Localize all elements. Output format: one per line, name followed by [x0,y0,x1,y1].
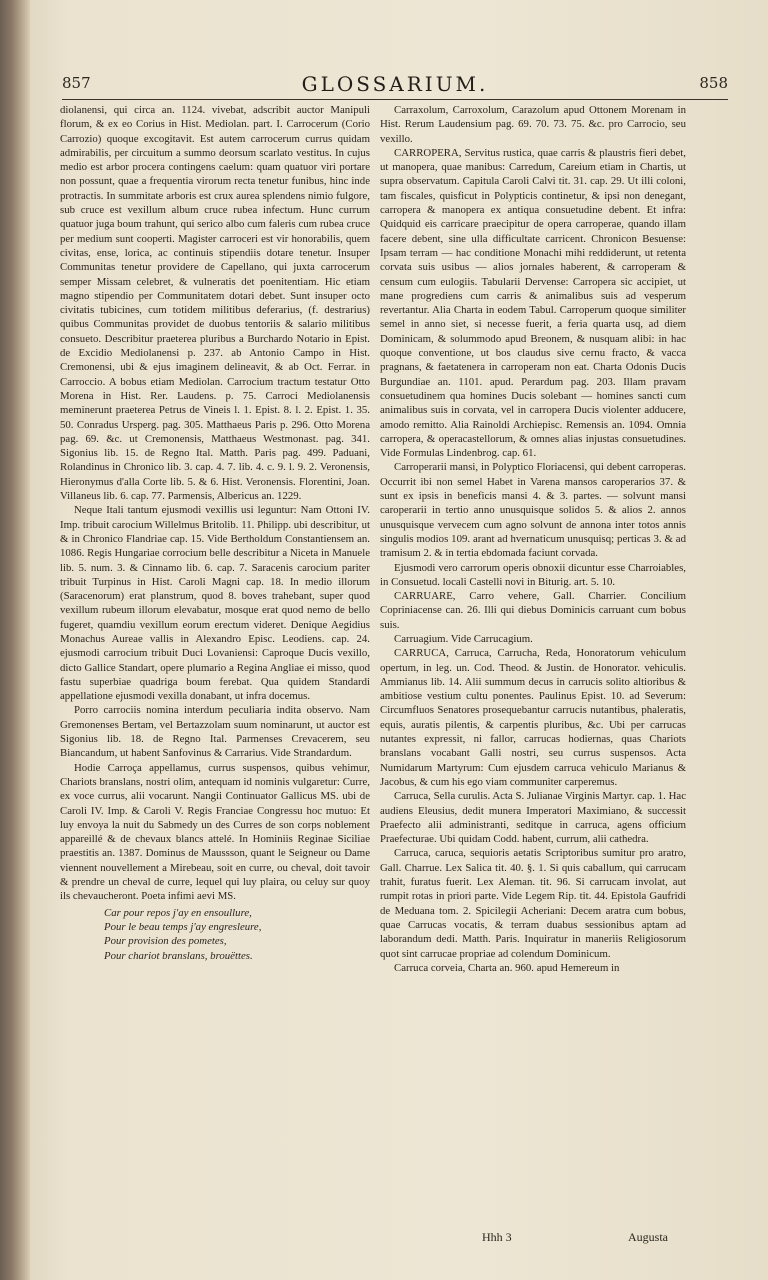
signature-mark: Hhh 3 [482,1230,512,1244]
paragraph: Carruca corveia, Charta an. 960. apud Hemereum in [394,961,620,974]
paragraph: diolanensi, qui circa an. 1124. vivebat, adscribit auctor Manipuli florum, & ex eo Corius in Hist. Mediolan. part. I. Carrocerum (Corio Carrozio) quoque excogitavit. Est autem carrocerum currus quidam admirabilis, per circuitum a summo deorsum scarlato vestitus. In cujus medio est arbor procera contingens caelum: quam quatuor viri portare non possunt, quae a frequentia virorum recta tenetur funibus, hinc inde protractis. In summitate arboris est crux aurea splendens nimio fulgore, sub cruce est vexillum album cruce rubea infectum. Hunc currum quatuor juga boum trahunt, qui serico albo cum faleris cum rubea cruce per medium sunt cooperti. Magister carroceri est vir honorabilis, quem civitas, ense, lorica, ac continuis stipendiis dotare tenetur. Insuper Communitas tenetur providere de Capellano, qui juxta carrocerum semper Missam celebret, & vulneratis det poenitentiam. Hic etiam magno stipendio per Communitatem dotari debet. Sunt insuper octo civitatis tubicines, cum totidem militibus deferarius, (f. destrarius) quibus Communitas providet de duobus tentoriis & salario militibus consueto. Describitur praeterea pluribus a Burchardo Notario in Epist. de Excidio Mediolanensi p. 237. ab Antonio Campo in Hist. Cremonensi, ubi & ejus imaginem delineavit, & ab Oct. Ferrar. in Carroccio. A bobus etiam Mediolan. Carrocium tractum testatur Otto Morena in Hist. Rer. Laudens. p. 75. Carroci Mediolanensis meminerunt praeterea Petrus de Vineis l. 1. Epist. 8. l. 2. Epist. 1. 35. 50. Conradus Ursperg. pag. 305. Matthaeus Paris p. 296. Otto Morena pag. 69. &c. ut Cremonensis, Matthaeus Westmonast. pag. 341. Sigonius lib. 15. de Regno Ital. Matth. Paris pag. 499. Paduani, Rolandinus in Chronico lib. 3. cap. 4. 7. lib. 4. c. 9. l. 9. 2. Veronensis, Hieronymus d'alla Corte lib. 5. & 6. Hist. Veronensis. Florentini, Joan. Villaneus lib. 6. cap. 77. Parmensis, Albericus an. 1229. [60,104,370,503]
paragraph: Carruagium. Vide Carrucagium. [394,632,533,645]
paragraph: Carruca, caruca, sequioris aetatis Scriptoribus sumitur pro aratro, Gall. Charrue. Lex Salica tit. 40. §. 1. Si quis caballum, qui carrucam trahit, furatus fuerit. Lex Aleman. tit. 96. Si carrucam involat, aut rumpit rotas in priori parte. Vide Legem Rip. tit. 44. Epistola Gaufridi de Meduana tom. 2. Spicilegii Acheriani: Decem aratra cum bobus, quae Carrucas vocatis, & terram duabus sessionibus aptam ad laborandum dedi. Matth. Paris. Inquiratur in maneriis Religiosorum quot sint carrucae propriae ad colendum Dominicum. [380,847,686,960]
paragraph: CARRUARE, Carro vehere, Gall. Charrier. Concilium Copriniacense can. 26. Illi qui diebus Dominicis carruant cum bobus suis. [380,590,686,631]
left-column [60,103,370,963]
right-page-number: 858 [699,74,728,92]
verse-line: Pour provision des pometes, [104,935,227,948]
paragraph: Carruca, Sella curulis. Acta S. Julianae Virginis Martyr. cap. 1. Hac audiens Eleusius, dedit munera Imperatori Maximiano, & successit Praefecto alii administranti, seditque in carruca, agens officium Praefecturae. Ubi quidam Codd. habent, currum, alii cathedra. [380,790,686,846]
paragraph: Hodie Carroça appellamus, currus suspensos, quibus vehimur, Chariots branslans, nostri olim, antequam id nominis vulgaretur: Curre, ex voce currus, alii vocarunt. Nangii Continuator Gallicus MS. ubi de Caroli IV. Imp. & Caroli V. Regis Franciae Congressu hoc mutuo: Et luy envoya la nuit du Sabmedy un des Curres de son corps noblement appareillé & de chevaux blancs attelé. In Hominiis Reginae Siciliae praestitis an. 1387. Dominus de Maussson, quant le Seigneur ou Dame viennent nouvellement a Mirebeau, soit en curre, ou cheval, doit tavoir & prendre un cheval de curre, lequel qui luy plaira, ou celuy sur quoy ils chevaucheront. Poeta infimi aevi MS. [60,761,370,903]
running-title: GLOSSARIUM. [301,72,489,96]
paragraph: Neque Itali tantum ejusmodi vexillis usi leguntur: Nam Ottoni IV. Imp. tribuit carocium Willelmus Britolib. 11. Philipp. ubi describitur, ut & in Chronico Flandriae cap. 15. Vide Bertholdum Constantiensem an. 1086. Regis Hungariae corrocium belle describitur a Niceta in Manuele lib. 5. num. 3. & Cinnamo lib. 6. cap. 7. Saracenis carocium pariter tribuit Turpinus in Hist. Caroli Magni cap. 18. In medio illorum (Saracenorum) erat planstrum, quod 8. boves trahebant, super quod vexillum rubeum illorum elevabatur, mosque erat quod nemo de bello fugeret, quamdiu vexillum eorum erectum videret. Denique Aegidius Monachus Aureae vallis in Alexandro Episc. Leodiens. cap. 24. ejusmodi carrocium tribuit Duci Lovaniensi: Caproque Ducis vexillo, dicto Gallice Standart, opere plumario a Regina Angliae ei misso, quod fastu superbiae quadriga boum ferebat. Qua quidem Standardi appellatione ejusmodi vexilla donabant, ut infra docemus. [60,504,370,703]
left-page-number: 857 [62,74,91,92]
page-header [62,72,728,98]
verse-line: Pour chariot branslans, brouëttes. [104,949,253,962]
paragraph: CARROPERA, Servitus rustica, quae carris & plaustris fieri debet, ut manopera, quae manibus: Carredum, Careium etiam in Chartis, ut supra observatum. Capitula Caroli Calvi tit. 31. cap. 29. Ut illi coloni, tam fiscales, quisficut in Polypticis continetur, & ipsi non denegant, carropera & manopera ex antiqua consuetudine debent. Et infra: Quidquid eis carricare praecipitur de opera carroperae, quando illam facere debent, sine ulla difficultate carricent. Chronicon Besuense: Ipsam terram — hac conditione Monachi mihi reddiderunt, ut retenta corvata suis usibus — alios jornales haberent, & carroperam & censum cum eulogiis. Tabularii Dervense: Carropera sic accipiet, ut mane progrediens cum carris & animalibus suis ad vesperum revertantur. Alia Charta in eodem Tabul. Carroperum quoque similiter semel in anno siet, si necesse fuerit, a feria quarta usq, ad diem Dominicam, & solummodo apud Breonem, & nusquam alibi: in hac quoque conventione, ut bos claudus sive cernu fracto, & vacca pragnans, & faetatenera in carroperam non eat. Charta Odonis Ducis Burgundiae an. 1101. apud. Perardum pag. 203. Illam pravam consuetudinem qua homines Ducis solebant — homines sancti cum animalibus suis in corvata, vel in carropera Ducis violenter adducere, amodo remitto. Alia Rainoldi Archiepisc. Remensis an. 1094. Omnia carropera, & operacastellorum, & omnes alias injustas consuetudines. Vide Formulas Lindenbrog. cap. 61. [380,146,686,460]
verse-line: Car pour repos j'ay en ensoullure, [104,906,252,919]
header-rule [62,99,728,100]
paragraph: Carraxolum, Carroxolum, Carazolum apud Ottonem Morenam in Hist. Rerum Laudensium pag. 69. 70. 73. 75. &c. pro Carrocio, seu vexillo. [380,104,686,145]
book-binding [0,0,30,1280]
verse-line: Pour le beau temps j'ay engresleure, [104,920,262,933]
verse-block [104,906,370,963]
catchword: Augusta [628,1230,668,1244]
paragraph: Porro carrociis nomina interdum peculiaria indita observo. Nam Gremonenses Bertam, vel Bertazzolam suum nominarunt, ut auctor est Sigonius lib. 18. de Regno Ital. Parmenses Crevacerem, seu Biancandum, ut habent Sanfovinus & Carrarius. Vide Strandardum. [60,704,370,760]
right-column [380,103,686,975]
paragraph: Ejusmodi vero carrorum operis obnoxii dicuntur esse Charroiables, in Consuetud. locali Castelli novi in Biturig. art. 5. 10. [380,561,686,588]
paragraph: CARRUCA, Carruca, Carrucha, Reda, Honoratorum vehiculum opertum, in leg. un. Cod. Theod. & Justin. de Honorator. vehiculis. Ammianus lib. 14. Alii summum decus in carrucis solito altioribus & ambitiose vestium cultu ponentes. Paulinus Epist. 10. ad Severum: Circumfluos Senatores prosequebantur carrucis nutantibus, phaleratis, equis, auratis pilentis, & carpentis pluribus, &c. Ubi per carrucas nutantes expressit, ni fallor, carrucas hodiernas, quas Chariots branslans vocabant Galli nostri, seu currus suspensos. Acta Numidarum Martyrum: Cum ejusdem carruca vehiculo Marianus & Jacobus, & cum his ego viam communiter carperemus. [380,647,686,788]
paragraph: Carroperarii mansi, in Polyptico Floriacensi, qui debent carroperas. Occurrit ibi non semel Habet in Varena mansos caroperarios 37. & sunt ex ipsis in beneficis mansi 4. & 3. partes. — solvunt mansi caroperarii in tertio anno unusquisque solidos 5. & alios 2. annos unusquisque vervecem cum agno solvunt de annona inter totos annis singulis modios 109. arant ad hvernaticum unusquisq; perticas 3. & ad tramisum 2. & in tertia ebdomada faciunt corvada. [380,461,686,560]
